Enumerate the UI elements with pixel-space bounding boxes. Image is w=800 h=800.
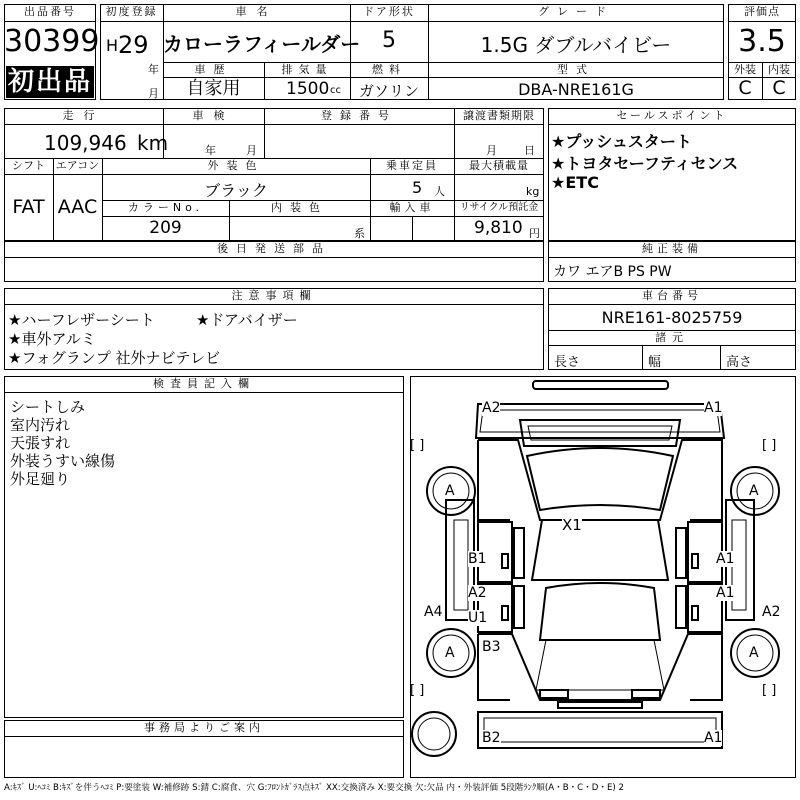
car-name: カローラフィールダー (163, 32, 361, 56)
year-unit: 年 (148, 63, 159, 76)
history-label: 車歴 (194, 63, 233, 76)
mark-a1-rear-bumper: A1 (704, 730, 723, 746)
ext-color: ブラック (204, 181, 268, 200)
mark-u1-left-rear-door: U1 (468, 610, 488, 626)
genuine-equip-label: 純正装備 (642, 242, 702, 255)
color-no-label: カラーNo. (127, 201, 204, 214)
inspection-month-unit: 月 (246, 144, 257, 157)
inspection-year-unit: 年 (205, 144, 216, 157)
int-color-label: 内装色 (271, 201, 328, 214)
grade-label: グレード (538, 5, 614, 18)
first-reg-year: 29 (118, 31, 149, 59)
mark-wheel-fl: A (445, 483, 455, 499)
first-reg-label: 初度登録 (105, 5, 158, 18)
mark-x1-roof: X1 (562, 516, 582, 534)
sales-point-1: ★プッシュスタート (551, 132, 692, 151)
caution-line-1b: ★ドアバイザー (196, 311, 298, 329)
capacity: 5 (412, 178, 423, 197)
mark-a1-right-rear-door: A1 (716, 585, 735, 601)
chassis-label: 車台番号 (642, 289, 702, 302)
office-label: 事務局よりご案内 (144, 721, 264, 734)
inspection-label: 車検 (192, 109, 235, 122)
later-parts-label: 後日発送部品 (217, 242, 331, 255)
mark-wheel-rl: A (445, 645, 455, 661)
ext-color-label: 外装色 (207, 159, 265, 172)
sales-point-3: ★ETC (551, 173, 599, 192)
inspector-note-3: 天張すれ (10, 434, 71, 452)
mark-bracket-left-rear: [ ] (410, 683, 425, 698)
era: H (106, 36, 119, 55)
mark-bracket-left: [ ] (410, 438, 425, 453)
recycle-unit: 円 (529, 227, 540, 240)
exterior-grade: C (738, 77, 752, 99)
rating-label: 評価点 (744, 5, 780, 18)
door-count: 5 (382, 28, 396, 53)
month-unit: 月 (148, 87, 159, 100)
exterior-grade-label: 外装 (734, 63, 756, 76)
inspector-note-4: 外装うすい線傷 (10, 452, 116, 470)
reg-number-label: 登録番号 (321, 109, 397, 122)
int-color-unit: 系 (354, 227, 365, 240)
transfer-doc-label: 譲渡書類期限 (463, 109, 535, 122)
mark-a1-top-right: A1 (704, 400, 723, 416)
mark-b2-rear-bumper: B2 (482, 730, 501, 746)
ac: AAC (57, 196, 98, 218)
displacement-label: 排気量 (281, 63, 333, 76)
caution-line-2: ★車外アルミ (8, 330, 96, 348)
genuine-equip: カワ エアB PS PW (553, 264, 672, 280)
inspector-note-2: 室内汚れ (10, 416, 71, 434)
mark-b3-rear-left: B3 (482, 639, 501, 655)
car-name-label: 車名 (235, 5, 278, 18)
mark-bracket-right-rear: [ ] (762, 683, 777, 698)
dims-label: 諸元 (655, 331, 689, 344)
lot-number-label: 出品番号 (24, 5, 76, 18)
mark-a2-right-quarter: A2 (762, 604, 781, 620)
inspector-label: 検査員記入欄 (153, 377, 255, 390)
model-code: DBA-NRE161G (518, 80, 634, 99)
history: 自家用 (186, 78, 241, 99)
color-no: 209 (149, 218, 182, 238)
mark-wheel-fr: A (749, 483, 759, 499)
mark-wheel-rr: A (749, 645, 759, 661)
chassis-number: NRE161-8025759 (601, 308, 743, 327)
transfer-day: 日 (524, 144, 535, 157)
fuel-label: 燃料 (372, 63, 406, 76)
mileage: 109,946 (44, 131, 127, 155)
capacity-unit: 人 (434, 185, 445, 198)
damage-legend: A:ｷｽﾞ U:ﾍｺﾐ B:ｷｽﾞを伴うﾍｺﾐ P:要塗装 W:補修跡 S:錆 C:腐食、穴 G:ﾌﾛﾝﾄｶﾞﾗｽ点ｷｽﾞ XX:交換済み X:要交換 欠:欠品 内・外装評価 5段階ﾗﾝｸ順(A・B・C・D・E) 2 (4, 783, 624, 793)
displacement-unit: cc (330, 85, 341, 96)
mark-b1-left-door: B1 (468, 551, 487, 567)
model-label: 型式 (557, 63, 595, 76)
debut-badge: 初出品 (7, 67, 92, 97)
recycle-amount: 9,810 (474, 218, 523, 238)
interior-grade-label: 内装 (768, 63, 790, 76)
caution-line-3: ★フォグランプ 社外ナビテレビ (8, 349, 221, 367)
width-label: 幅 (648, 355, 662, 370)
lot-number: 30399 (4, 24, 100, 59)
sales-points-label: セールスポイント (616, 109, 728, 122)
height-label: 高さ (726, 355, 753, 370)
max-load-unit: kg (526, 185, 540, 198)
shift: FAT (12, 196, 45, 218)
fuel: ガソリン (358, 82, 419, 100)
caution-label: 注意事項欄 (231, 289, 317, 302)
shift-label: シフト (12, 159, 45, 172)
mileage-label: 走行 (62, 109, 105, 122)
grade: 1.5G ダブルバイビー (480, 33, 672, 57)
inspector-note-5: 外足廻り (10, 470, 71, 488)
overall-rating: 3.5 (738, 24, 786, 59)
mileage-unit: km (137, 131, 169, 155)
length-label: 長さ (554, 355, 581, 370)
ac-label: エアコン (55, 159, 100, 172)
mark-a2-top-left: A2 (482, 400, 501, 416)
capacity-label: 乗車定員 (386, 159, 438, 172)
caution-line-1a: ★ハーフレザーシート (8, 311, 155, 329)
sales-point-2: ★トヨタセーフティセンス (551, 154, 739, 173)
mark-a4-left-quarter: A4 (424, 604, 443, 620)
interior-grade: C (772, 77, 786, 99)
import-label: 輸入車 (389, 201, 435, 214)
displacement: 1500 (286, 79, 330, 99)
max-load-label: 最大積載量 (469, 159, 529, 172)
transfer-month-unit: 月 (486, 144, 497, 157)
door-type-label: ドア形状 (363, 5, 415, 18)
mark-a2-left-rear-door: A2 (468, 585, 487, 601)
mark-bracket-right: [ ] (762, 438, 777, 453)
inspector-note-1: シートしみ (10, 398, 86, 416)
mark-a1-right-door: A1 (716, 551, 735, 567)
recycle-label: リサイクル預託金 (459, 202, 539, 213)
